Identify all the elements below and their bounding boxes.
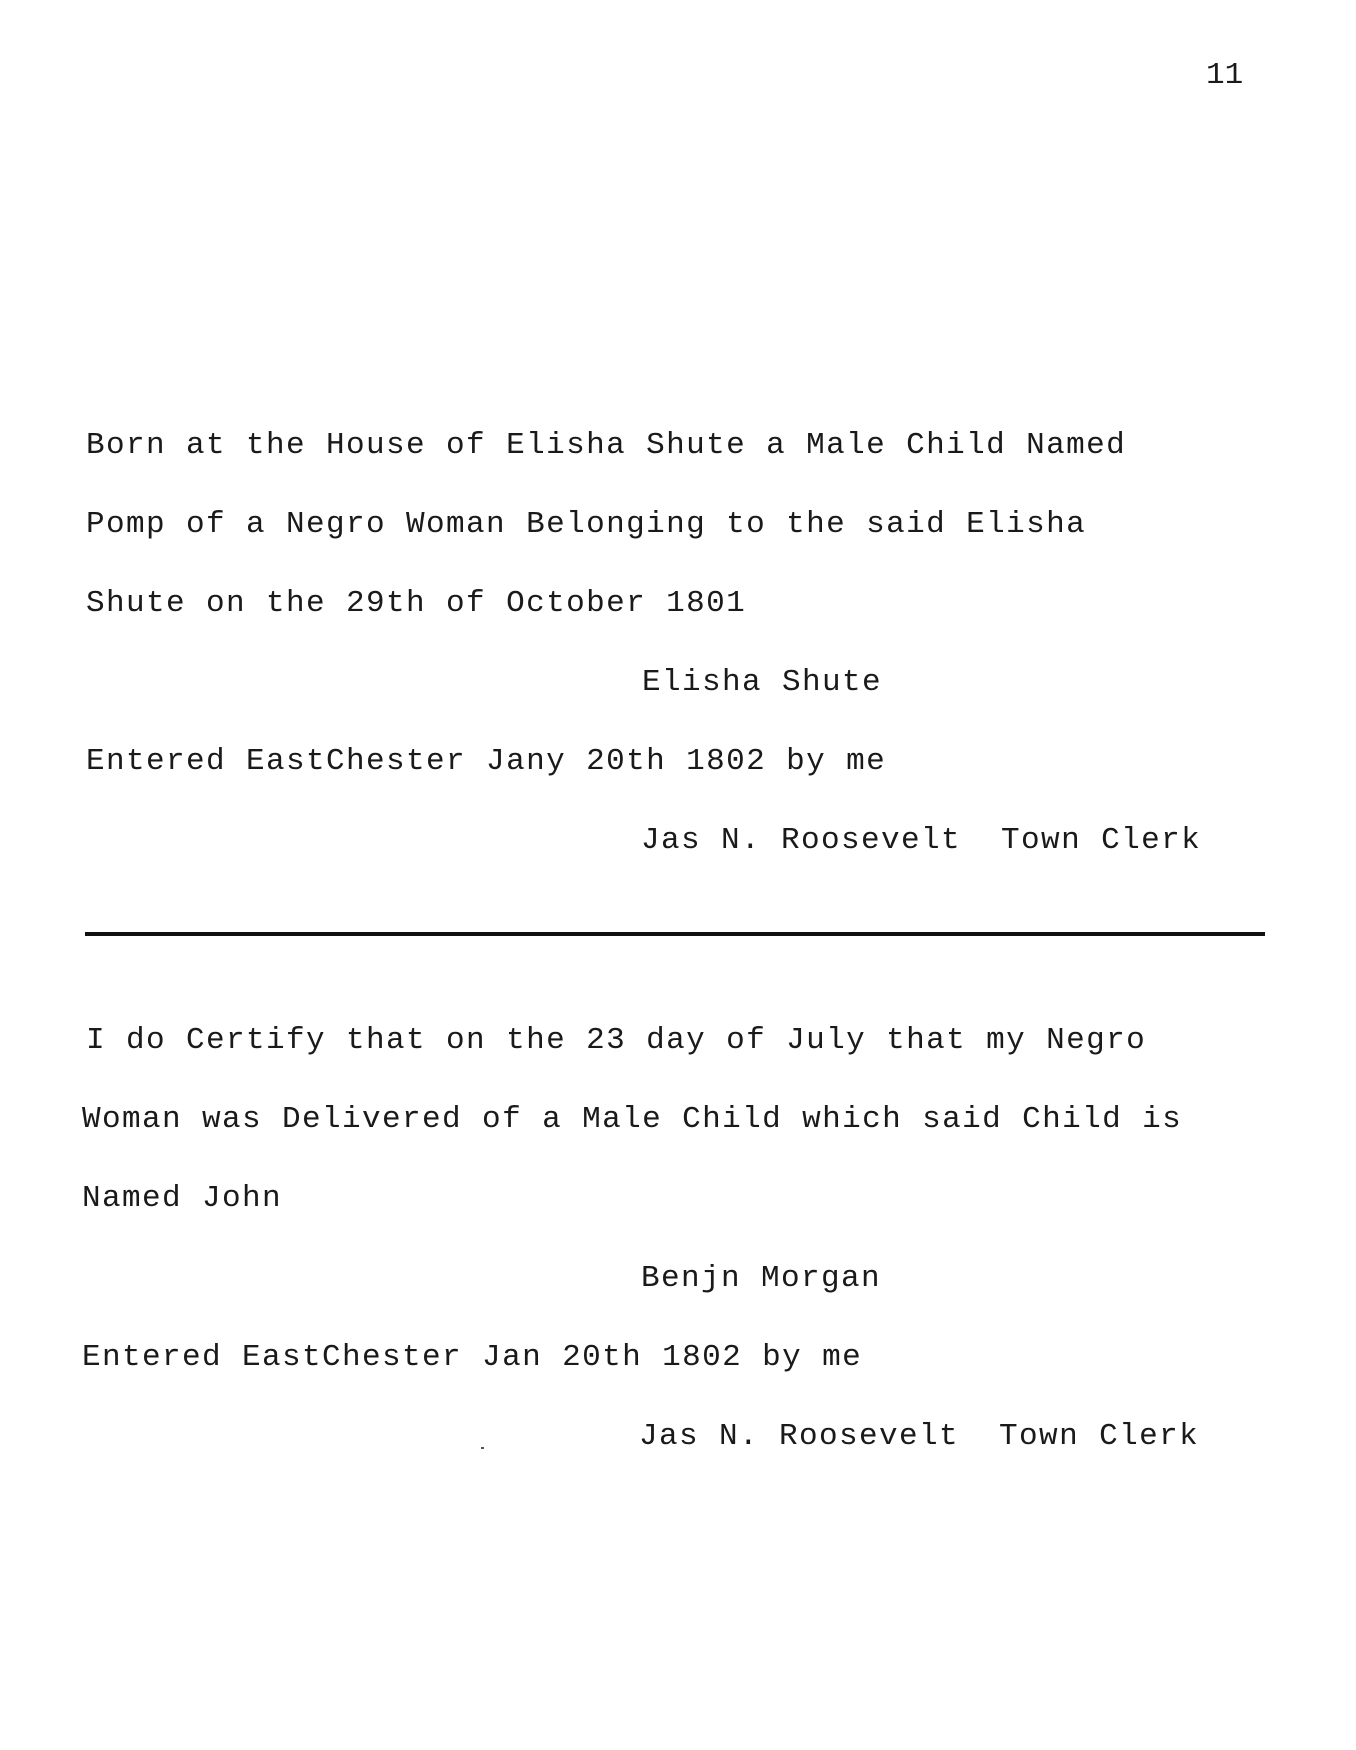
entry-1-signature: Elisha Shute bbox=[642, 665, 883, 700]
entry-2-signature: Benjn Morgan bbox=[641, 1261, 882, 1296]
entry-1-body-line-3: Shute on the 29th of October 1801 bbox=[86, 586, 747, 621]
entry-1-entered-line: Entered EastChester Jany 20th 1802 by me bbox=[86, 744, 887, 779]
entry-1-body-line-1: Born at the House of Elisha Shute a Male Child Named bbox=[86, 428, 1127, 463]
entry-1-clerk-line: Jas N. Roosevelt Town Clerk bbox=[641, 823, 1202, 858]
page-number: 11 bbox=[1206, 58, 1244, 93]
entry-2-entered-line: Entered EastChester Jan 20th 1802 by me bbox=[82, 1340, 863, 1375]
scan-speck bbox=[481, 1447, 484, 1449]
entry-2-clerk-line: Jas N. Roosevelt Town Clerk bbox=[639, 1419, 1200, 1454]
entry-1-body-line-2: Pomp of a Negro Woman Belonging to the said Elisha bbox=[86, 507, 1087, 542]
entry-2-body-line-3: Named John bbox=[82, 1181, 283, 1216]
section-divider bbox=[85, 932, 1265, 936]
entry-2-body-line-1: I do Certify that on the 23 day of July that my Negro bbox=[86, 1023, 1147, 1058]
entry-2-body-line-2: Woman was Delivered of a Male Child which said Child is bbox=[82, 1102, 1183, 1137]
